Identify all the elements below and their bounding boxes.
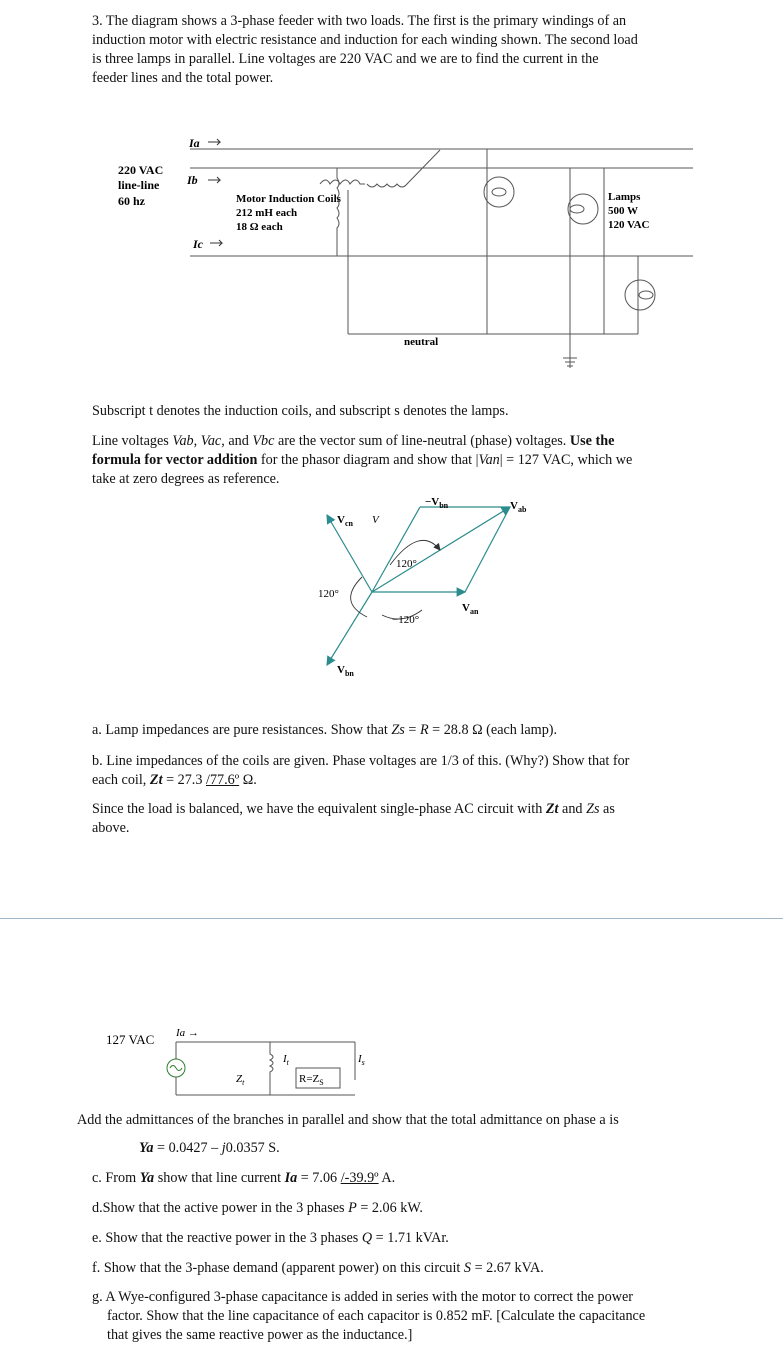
lamps-title: Lamps [608, 191, 641, 203]
part-d: d.Show that the active power in the 3 phases P = 2.06 kW. [92, 1200, 423, 1216]
part-g: g. A Wye-configured 3-phase capacitance is added in series with the motor to correct the power factor. Show that the line capacitance of each capacitor is 0.852 mF. [Calculate the capacitance that gives the same reactive power as the inductance.] [92, 1289, 646, 1343]
motor-resistance: 18 Ω each [236, 221, 283, 233]
vbn-label: $V_{bn}$ [337, 664, 354, 678]
v-dash-label: V [372, 514, 379, 526]
vab-phasor [372, 507, 510, 592]
angle-top-label: 120° [396, 558, 417, 570]
lamps-power: 500 W [608, 205, 639, 217]
part-f: f. Show that the 3-phase demand (apparent power) on this circuit S = 2.67 kVA. [92, 1260, 544, 1276]
angle-arc-left [351, 577, 367, 617]
ic-label: Ic [193, 237, 203, 251]
lv-text-2: , [193, 433, 201, 449]
line-voltages-paragraph [92, 432, 732, 489]
phasor-diagram [300, 495, 560, 685]
admittance-value: Ya = 0.0427 – j0.0357 S. [139, 1140, 280, 1156]
intro-line-2: induction motor with electric resistance and induction for each winding shown. The second load [92, 32, 638, 48]
subscripts-note: Subscript t denotes the induction coils, and subscript s denotes the lamps. [92, 403, 509, 419]
section-separator [0, 918, 783, 919]
part-a: a. Lamp impedances are pure resistances. Show that Zs = R = 28.8 Ω (each lamp). [92, 722, 558, 738]
source-type-label: line-line [118, 178, 160, 192]
lv-van: Van [478, 452, 500, 468]
admittance-text: Add the admittances of the branches in parallel and show that the total admittance on phase a is [77, 1112, 619, 1128]
part-e: e. Show that the reactive power in the 3 phases Q = 1.71 kVAr. [92, 1230, 449, 1246]
balanced-note: Since the load is balanced, we have the equivalent single-phase AC circuit with Zt and Zs as above. [92, 801, 615, 836]
problem-intro [92, 12, 638, 88]
van-label: $V_{an}$ [462, 602, 479, 616]
ia-arrow-label: Ia → [176, 1027, 199, 1039]
part-b: b. Line impedances of the coils are given. Phase voltages are 1/3 of this. (Why?) Show that for each coil, Zt = 27.3 /77.6º Ω. [92, 753, 630, 788]
feeder-circuit-diagram [0, 120, 783, 390]
rzs-label: $R=Z_S$ [299, 1073, 324, 1087]
lv-vab: Vab [172, 433, 194, 449]
lamp-3 [625, 280, 655, 310]
vbn-phasor [327, 592, 372, 665]
intro-line-3: is three lamps in parallel. Line voltages are 220 VAC and we are to find the current in the [92, 51, 599, 67]
lv-vac: Vac [200, 433, 222, 449]
angle-bottom-label: −120° [392, 614, 420, 626]
intro-line-1: 3. The diagram shows a 3-phase feeder with two loads. The first is the primary windings of an [92, 13, 627, 29]
lv-bold-2: formula for vector addition [92, 452, 258, 468]
is-label: $I_s$ [358, 1053, 365, 1067]
motor-title: Motor Induction Coils [236, 193, 341, 205]
lamps-voltage: 120 VAC [608, 219, 650, 231]
lv-text-6: | = 127 VAC, which we [499, 452, 633, 468]
it-label: $I_t$ [283, 1053, 289, 1067]
part-c: c. From Ya show that line current Ia = 7.06 /-39.9º A. [92, 1170, 396, 1186]
lv-text-4: are the vector sum of line-neutral (phase) voltages. [274, 433, 570, 449]
lv-text-1: Line voltages [92, 433, 173, 449]
neutral-label: neutral [404, 336, 439, 348]
lv-text-5: for the phasor diagram and show that | [257, 452, 479, 468]
source-freq-label: 60 hz [118, 194, 145, 208]
zt-coil [270, 1042, 273, 1095]
lamp-2 [568, 194, 598, 224]
lv-vbc: Vbc [252, 433, 275, 449]
zt-label: $Z_t$ [236, 1073, 245, 1087]
vab-label: $V_{ab}$ [510, 500, 527, 514]
ia-label: Ia [189, 136, 200, 150]
source-voltage: 127 VAC [106, 1032, 155, 1047]
single-phase-circuit [90, 1020, 390, 1110]
coil-top [320, 180, 365, 184]
ib-label: Ib [187, 173, 198, 187]
vcn-label: $V_{cn}$ [337, 514, 353, 528]
neg-vbn-label: $-V_{bn}$ [425, 496, 449, 510]
motor-inductance: 212 mH each [236, 207, 298, 219]
intro-line-4: feeder lines and the total power. [92, 70, 274, 86]
angle-left-label: 120° [318, 588, 339, 600]
lamp-1 [484, 177, 514, 207]
lv-text-3: , and [221, 433, 253, 449]
lv-text-7: take at zero degrees as reference. [92, 471, 280, 487]
lv-bold-1: Use the [569, 433, 615, 449]
source-voltage-label: 220 VAC [118, 163, 164, 177]
